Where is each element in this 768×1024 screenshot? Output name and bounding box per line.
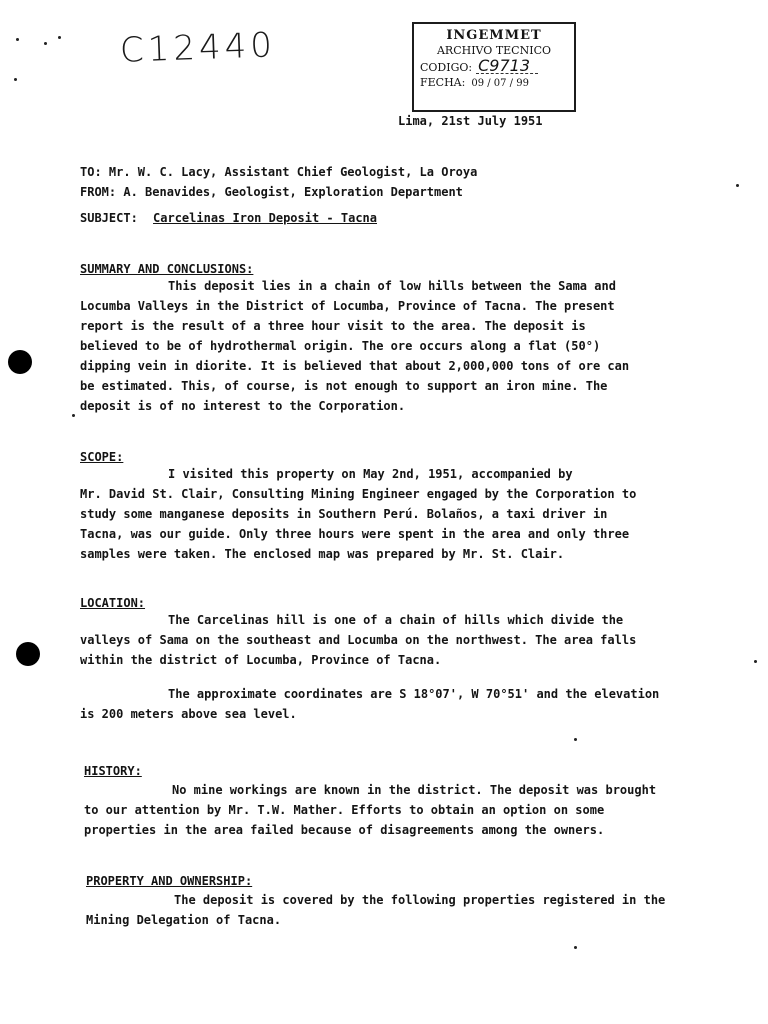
scope-line: I visited this property on May 2nd, 1951, accompanied by bbox=[168, 467, 573, 481]
location-line: valleys of Sama on the southeast and Locumba on the northwest. The area falls bbox=[80, 633, 637, 647]
summary-line: believed to be of hydrothermal origin. The ore occurs along a flat (50°) bbox=[80, 339, 601, 353]
scan-speck bbox=[44, 42, 47, 45]
stamp-code-value: C9713 bbox=[476, 58, 538, 74]
property-heading: PROPERTY AND OWNERSHIP: bbox=[86, 874, 253, 888]
location-line: The Carcelinas hill is one of a chain of hills which divide the bbox=[168, 613, 624, 627]
summary-line: deposit is of no interest to the Corporation. bbox=[80, 399, 406, 413]
location-paragraph-2 bbox=[80, 684, 659, 724]
document-date: Lima, 21st July 1951 bbox=[398, 114, 543, 128]
scan-speck bbox=[14, 78, 17, 81]
from-line: FROM: A. Benavides, Geologist, Exploration Department bbox=[80, 185, 463, 199]
handwritten-reference-number: C12440 bbox=[119, 25, 277, 71]
summary-heading: SUMMARY AND CONCLUSIONS: bbox=[80, 262, 254, 276]
to-line: TO: Mr. W. C. Lacy, Assistant Chief Geologist, La Oroya bbox=[80, 165, 478, 179]
scan-speck bbox=[754, 660, 757, 663]
scope-paragraph bbox=[80, 464, 636, 564]
stamp-title: INGEMMET bbox=[446, 28, 542, 43]
location-line: is 200 meters above sea level. bbox=[80, 707, 297, 721]
archive-stamp bbox=[412, 22, 576, 112]
summary-line: Locumba Valleys in the District of Locumba, Province of Tacna. The present bbox=[80, 299, 615, 313]
hole-punch-mark bbox=[16, 642, 40, 666]
scope-line: study some manganese deposits in Southern Perú. Bolaños, a taxi driver in bbox=[80, 507, 608, 521]
scan-speck bbox=[16, 38, 19, 41]
summary-line: This deposit lies in a chain of low hills between the Sama and bbox=[168, 279, 616, 293]
stamp-code-row bbox=[420, 58, 568, 75]
scope-line: samples were taken. The enclosed map was prepared by Mr. St. Clair. bbox=[80, 547, 565, 561]
stamp-date-label: FECHA: bbox=[420, 76, 466, 89]
summary-line: be estimated. This, of course, is not enough to support an iron mine. The bbox=[80, 379, 608, 393]
history-line: to our attention by Mr. T.W. Mather. Efforts to obtain an option on some bbox=[84, 803, 605, 817]
property-paragraph bbox=[86, 890, 665, 930]
scan-speck bbox=[58, 36, 61, 39]
scope-line: Tacna, was our guide. Only three hours were spent in the area and only three bbox=[80, 527, 630, 541]
subject-line bbox=[80, 208, 377, 228]
subject-value: Carcelinas Iron Deposit - Tacna bbox=[153, 211, 377, 225]
property-line: The deposit is covered by the following properties registered in the bbox=[174, 893, 666, 907]
history-line: properties in the area failed because of disagreements among the owners. bbox=[84, 823, 605, 837]
location-paragraph-1 bbox=[80, 610, 636, 670]
history-heading: HISTORY: bbox=[84, 764, 142, 778]
scan-speck bbox=[574, 946, 577, 949]
stamp-subtitle: ARCHIVO TECNICO bbox=[436, 44, 552, 57]
history-paragraph bbox=[84, 780, 656, 840]
scan-speck bbox=[72, 414, 75, 417]
stamp-date-row bbox=[420, 75, 568, 91]
subject-label: SUBJECT: bbox=[80, 211, 138, 225]
stamp-code-label: CODIGO: bbox=[420, 61, 473, 74]
location-line: The approximate coordinates are S 18°07', W 70°51' and the elevation bbox=[168, 687, 660, 701]
history-line: No mine workings are known in the district. The deposit was brought bbox=[172, 783, 657, 797]
property-line: Mining Delegation of Tacna. bbox=[86, 913, 282, 927]
summary-paragraph bbox=[80, 276, 629, 416]
scope-heading: SCOPE: bbox=[80, 450, 124, 464]
summary-line: report is the result of a three hour visit to the area. The deposit is bbox=[80, 319, 586, 333]
location-line: within the district of Locumba, Province of Tacna. bbox=[80, 653, 442, 667]
scope-line: Mr. David St. Clair, Consulting Mining Engineer engaged by the Corporation to bbox=[80, 487, 637, 501]
location-heading: LOCATION: bbox=[80, 596, 146, 610]
summary-line: dipping vein in diorite. It is believed that about 2,000,000 tons of ore can bbox=[80, 359, 630, 373]
hole-punch-mark bbox=[8, 350, 32, 374]
scan-speck bbox=[736, 184, 739, 187]
memo-header bbox=[80, 162, 477, 202]
scan-speck bbox=[574, 738, 577, 741]
stamp-date-value: 09 / 07 / 99 bbox=[471, 78, 529, 89]
